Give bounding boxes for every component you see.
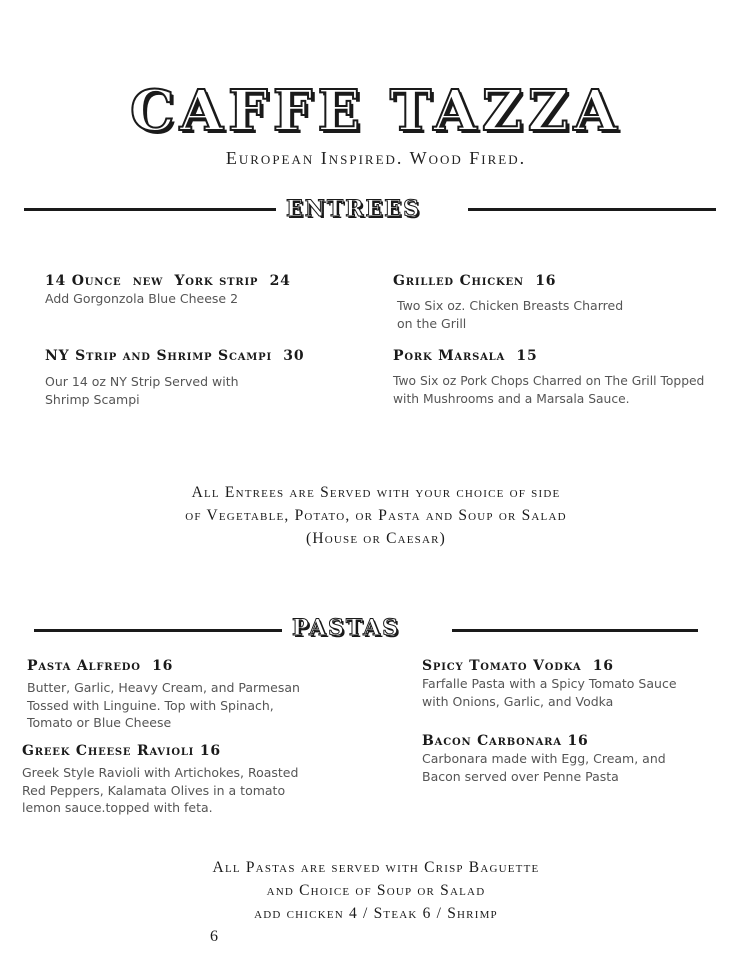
page-number: 6 xyxy=(210,928,218,945)
entree-name: 14 Ounce new York strip 24 xyxy=(45,273,291,289)
pasta-description: Butter, Garlic, Heavy Cream, and Parmesan Tossed with Linguine. Top with Spinach, Tomato or Blue Cheese xyxy=(27,680,300,730)
entree-name: NY Strip and Shrimp Scampi 30 xyxy=(45,348,305,364)
entree-description: Two Six oz Pork Chops Charred on The Grill Topped with Mushrooms and a Marsala Sauce. xyxy=(393,374,705,406)
pastas-heading: PASTAS xyxy=(292,615,401,641)
pasta-description: Greek Style Ravioli with Artichokes, Roasted Red Peppers, Kalamata Olives in a tomato lemon sauce.topped with feta. xyxy=(22,765,299,815)
entrees-rule-left xyxy=(24,208,276,211)
pasta-name: Spicy Tomato Vodka 16 xyxy=(422,658,614,674)
entree-name: Pork Marsala 15 xyxy=(393,348,538,364)
entree-description: Add Gorgonzola Blue Cheese 2 xyxy=(45,291,239,306)
tagline: European Inspired. Wood Fired. xyxy=(225,148,527,168)
restaurant-title: CAFFE TAZZA xyxy=(130,78,622,144)
pasta-description: Carbonara made with Egg, Cream, and Bacon served over Penne Pasta xyxy=(422,751,666,784)
entree-description: Our 14 oz NY Strip Served with Shrimp Scampi xyxy=(45,374,239,407)
entrees-rule-right xyxy=(468,208,716,211)
pasta-name: Bacon Carbonara 16 xyxy=(422,733,589,749)
entree-description: Two Six oz. Chicken Breasts Charred on the Grill xyxy=(397,298,624,331)
entree-name: Grilled Chicken 16 xyxy=(393,273,557,289)
pasta-description: Farfalle Pasta with a Spicy Tomato Sauce with Onions, Garlic, and Vodka xyxy=(422,676,677,709)
pastas-rule-right xyxy=(452,629,698,632)
pasta-name: Greek Cheese Ravioli 16 xyxy=(22,743,221,759)
pastas-rule-left xyxy=(34,629,282,632)
entrees-note: All Entrees are Served with your choice of side of Vegetable, Potato, or Pasta and Soup or Salad (House or Caesar) xyxy=(185,484,567,547)
pastas-note: All Pastas are served with Crisp Baguette and Choice of Soup or Salad add chicken 4 / Steak 6 / Shrimp xyxy=(212,859,540,922)
pasta-name: Pasta Alfredo 16 xyxy=(27,658,174,674)
entrees-heading: ENTREES xyxy=(286,196,421,222)
